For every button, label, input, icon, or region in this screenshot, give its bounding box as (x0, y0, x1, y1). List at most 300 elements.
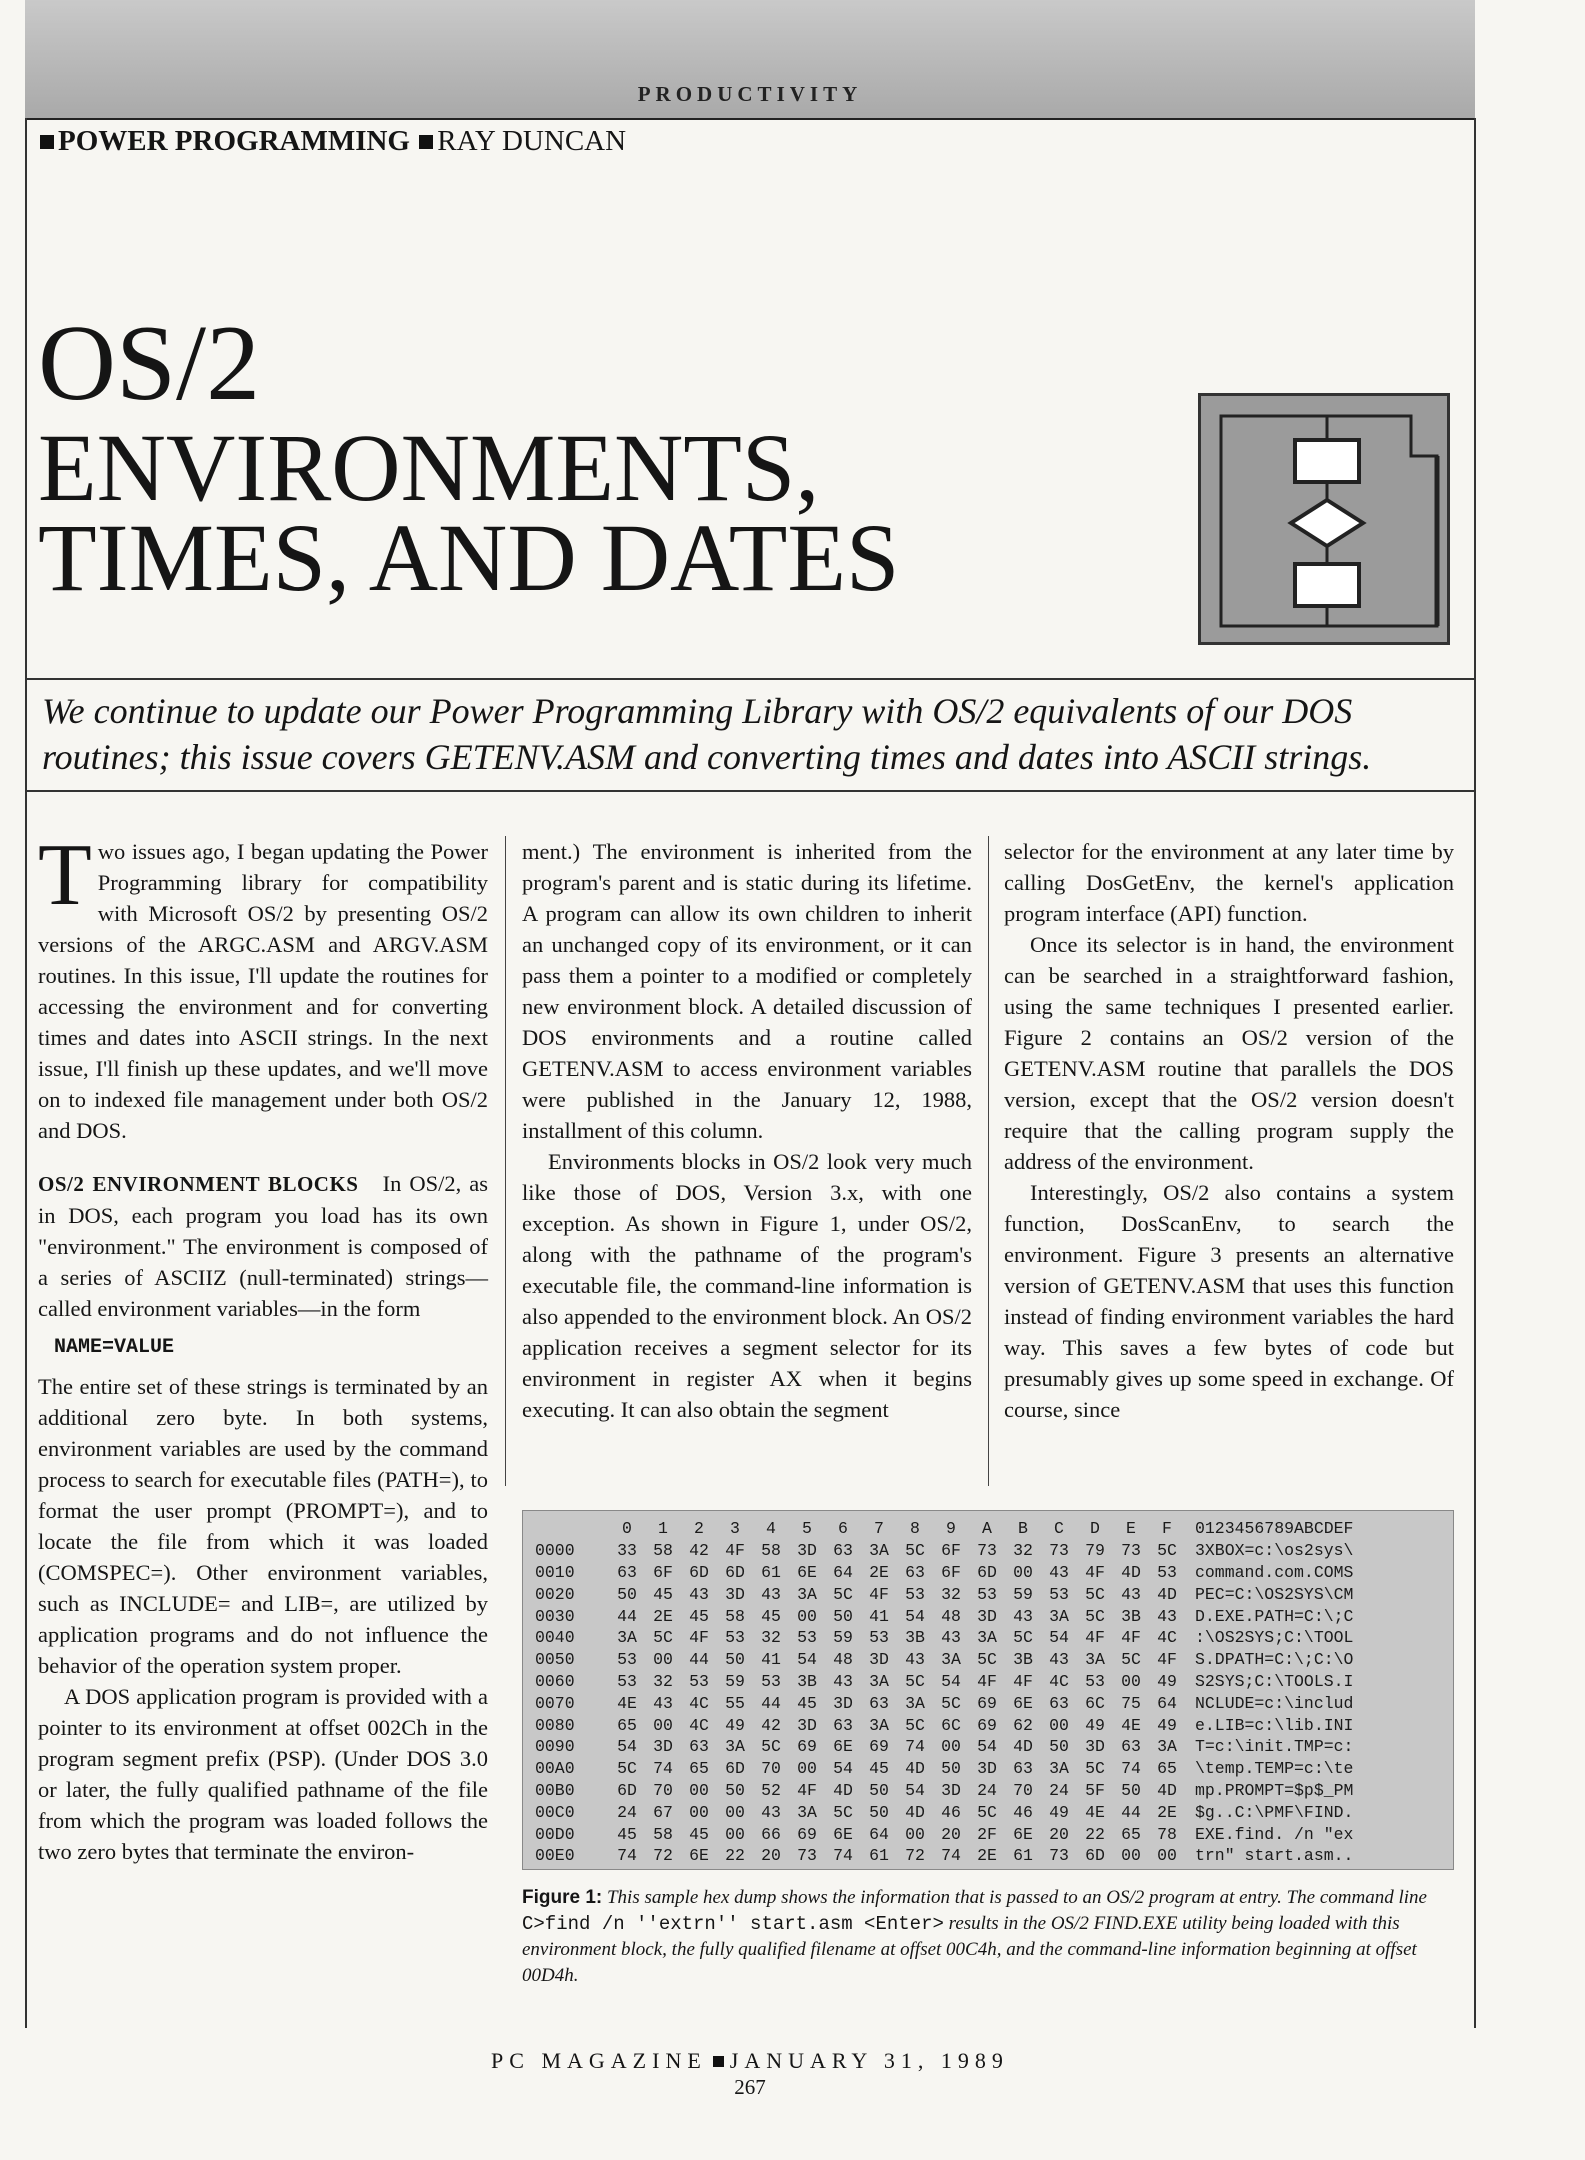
column-name: POWER PROGRAMMING (58, 125, 410, 157)
hex-byte: 63 (1013, 1759, 1033, 1779)
hex-byte: 4C (1049, 1671, 1069, 1691)
hex-byte: 63 (833, 1715, 853, 1735)
hex-byte: 63 (905, 1562, 925, 1582)
hex-offset: 00B0 (535, 1780, 575, 1800)
hex-byte: 53 (977, 1584, 997, 1604)
hex-column-header: D (1090, 1519, 1100, 1539)
hex-byte: 50 (1121, 1780, 1141, 1800)
hex-byte: 48 (833, 1650, 853, 1670)
hex-byte: 00 (797, 1606, 817, 1626)
hex-byte: 6E (1013, 1824, 1033, 1844)
hex-byte: 3D (977, 1759, 997, 1779)
hex-byte: 4C (689, 1693, 709, 1713)
hex-byte: 65 (617, 1715, 637, 1735)
hex-column-header: 0 (622, 1519, 632, 1539)
hex-byte: 5C (1013, 1628, 1033, 1648)
article-title (38, 304, 900, 611)
hex-byte: 6E (797, 1562, 817, 1582)
hex-byte: 54 (905, 1780, 925, 1800)
hex-byte: 75 (1121, 1693, 1141, 1713)
hex-byte: 4E (617, 1693, 637, 1713)
hex-byte: 54 (617, 1737, 637, 1757)
hex-byte: 00 (941, 1737, 961, 1757)
hex-byte: 5C (977, 1650, 997, 1670)
hex-byte: 43 (833, 1671, 853, 1691)
hex-byte: 74 (941, 1846, 961, 1866)
hex-byte: 3A (1085, 1650, 1105, 1670)
hex-header-corner (535, 1518, 609, 1540)
hex-byte: 53 (725, 1628, 745, 1648)
hex-ascii: 3XBOX=c:\os2sys\ (1195, 1541, 1354, 1561)
hex-column-header: C (1054, 1519, 1064, 1539)
hex-byte: 3A (869, 1715, 889, 1735)
hex-column-header: 8 (910, 1519, 920, 1539)
hex-byte: 53 (869, 1628, 889, 1648)
hex-byte: 00 (797, 1759, 817, 1779)
hex-byte: 50 (725, 1650, 745, 1670)
hex-byte: 4F (1085, 1562, 1105, 1582)
hex-byte: 22 (1085, 1824, 1105, 1844)
hex-byte: 43 (653, 1693, 673, 1713)
hex-byte: 61 (761, 1562, 781, 1582)
hex-byte: 59 (1013, 1584, 1033, 1604)
hex-byte: 20 (941, 1824, 961, 1844)
hex-byte: 58 (725, 1606, 745, 1626)
hex-column-header: B (1018, 1519, 1028, 1539)
hex-byte: 65 (1157, 1759, 1177, 1779)
hex-byte: 6F (941, 1562, 961, 1582)
hex-byte: 6F (653, 1562, 673, 1582)
hex-dump-table (535, 1518, 1353, 1867)
hex-offset: 0090 (535, 1737, 575, 1757)
hex-column-header: 2 (694, 1519, 704, 1539)
article-deck: We continue to update our Power Programming Library with OS/2 equivalents of our DOS routines; this issue covers GETENV.ASM and converting times and dates into ASCII strings. (42, 691, 1372, 777)
hex-byte: 74 (1121, 1759, 1141, 1779)
hex-byte: 24 (1049, 1780, 1069, 1800)
hex-ascii: trn" start.asm.. (1195, 1846, 1354, 1866)
caption-text: This sample hex dump shows the information that is passed to an OS/2 program at entry. The command line (606, 1887, 1427, 1908)
hex-byte: 45 (653, 1584, 673, 1604)
hex-byte: 00 (653, 1715, 673, 1735)
hex-byte: 73 (797, 1846, 817, 1866)
hex-byte: 3A (617, 1628, 637, 1648)
paragraph-text: In OS/2, as in DOS, each program you load has its own "environment." The environment is composed of a series of ASCIIZ (null-terminated) strings—called environment variables—in the form (38, 1171, 489, 1321)
hex-byte: 49 (1085, 1715, 1105, 1735)
hex-byte: 54 (797, 1650, 817, 1670)
hex-byte: 42 (761, 1715, 781, 1735)
hex-byte: 6D (725, 1562, 745, 1582)
hex-row (535, 1780, 1353, 1802)
hex-offset: 0020 (535, 1584, 575, 1604)
hex-byte: 59 (725, 1671, 745, 1691)
hex-column-header: 5 (802, 1519, 812, 1539)
column-divider (505, 836, 506, 1486)
hex-byte: 4F (725, 1541, 745, 1561)
hex-header-row (535, 1518, 1353, 1540)
hex-byte: 58 (653, 1824, 673, 1844)
hex-byte: 50 (941, 1759, 961, 1779)
hex-byte: 74 (833, 1846, 853, 1866)
hex-byte: 43 (905, 1650, 925, 1670)
hex-byte: 6C (1085, 1693, 1105, 1713)
hex-offset: 00E0 (535, 1846, 575, 1866)
square-bullet-icon (713, 2056, 724, 2067)
hex-byte: 3A (797, 1584, 817, 1604)
hex-column-header: F (1162, 1519, 1172, 1539)
hex-byte: 69 (977, 1693, 997, 1713)
hex-byte: 72 (653, 1846, 673, 1866)
column-divider (988, 836, 989, 1486)
hex-byte: 4D (833, 1780, 853, 1800)
hex-offset: 0030 (535, 1606, 575, 1626)
hex-byte: 3A (725, 1737, 745, 1757)
hex-byte: 45 (797, 1693, 817, 1713)
hex-byte: 00 (689, 1802, 709, 1822)
hex-byte: 54 (977, 1737, 997, 1757)
hex-row (535, 1845, 1353, 1867)
hex-byte: 70 (761, 1759, 781, 1779)
hex-byte: 4F (1157, 1650, 1177, 1670)
hex-byte: 73 (977, 1541, 997, 1561)
hex-byte: 3B (905, 1628, 925, 1648)
hex-row (535, 1758, 1353, 1780)
hex-offset: 00A0 (535, 1759, 575, 1779)
hex-offset: 0080 (535, 1715, 575, 1735)
paragraph: selector for the environment at any later time by calling DosGetEnv, the kernel's application program interface (API) function. (1004, 839, 1454, 926)
hex-byte: 66 (761, 1824, 781, 1844)
hex-ascii: NCLUDE=c:\includ (1195, 1693, 1354, 1713)
hex-row (535, 1823, 1353, 1845)
paragraph (38, 1168, 488, 1324)
hex-byte: 2F (977, 1824, 997, 1844)
hex-byte: 49 (1157, 1671, 1177, 1691)
hex-byte: 73 (1049, 1541, 1069, 1561)
hex-byte: 5C (905, 1671, 925, 1691)
hex-byte: 00 (1013, 1562, 1033, 1582)
hex-byte: 64 (869, 1824, 889, 1844)
hex-row (535, 1671, 1353, 1693)
hex-ascii: EXE.find. /n "ex (1195, 1824, 1354, 1844)
hex-byte: 73 (1121, 1541, 1141, 1561)
footer-date: JANUARY 31, 1989 (729, 2048, 1009, 2073)
paragraph (38, 827, 488, 1146)
hex-byte: 69 (797, 1737, 817, 1757)
hex-byte: 22 (725, 1846, 745, 1866)
hex-byte: 6E (1013, 1693, 1033, 1713)
hex-row (535, 1736, 1353, 1758)
hex-byte: 6D (1085, 1846, 1105, 1866)
caption-label: Figure 1: (522, 1887, 603, 1908)
hex-byte: 3A (977, 1628, 997, 1648)
page-number: 267 (734, 2075, 766, 2099)
hex-byte: 42 (689, 1541, 709, 1561)
hex-byte: 3D (941, 1780, 961, 1800)
hex-byte: 6D (977, 1562, 997, 1582)
hex-byte: 45 (689, 1606, 709, 1626)
hex-byte: 00 (1121, 1671, 1141, 1691)
hex-byte: 63 (1049, 1693, 1069, 1713)
footer-folio (0, 2048, 1500, 2074)
hex-byte: 5C (833, 1802, 853, 1822)
hex-byte: 50 (617, 1584, 637, 1604)
paragraph-text: wo issues ago, I began updating the Power Programming library for compatibility with Microsoft OS/2 by presenting OS/2 versions of the ARGC.ASM and ARGV.ASM routines. In this issue, I'll update the routines for accessing the environment and for converting times and dates into ASCII strings. In the next issue, I'll finish up these updates, and we'll move on to indexed file management under both OS/2 and DOS. (38, 839, 488, 1143)
hex-byte: 4D (1121, 1562, 1141, 1582)
hex-byte: 4D (1157, 1780, 1177, 1800)
hex-byte: 41 (761, 1650, 781, 1670)
hex-byte: 43 (761, 1584, 781, 1604)
hex-byte: 54 (1049, 1628, 1069, 1648)
hex-byte: 64 (833, 1562, 853, 1582)
hex-byte: 3A (869, 1671, 889, 1691)
hex-ascii: $g..C:\PMF\FIND. (1195, 1802, 1354, 1822)
hex-byte: 58 (761, 1541, 781, 1561)
left-rule (25, 118, 27, 2028)
hex-byte: 5C (1085, 1584, 1105, 1604)
hex-byte: 3D (653, 1737, 673, 1757)
hex-byte: 53 (1049, 1584, 1069, 1604)
caption-text: results in the OS/2 FIND.EXE utility being loaded with this environment block, the fully qualified filename at offset 00C4h, and the command-line information beginning at offset 00D4h. (522, 1913, 1417, 1986)
hex-byte: 63 (869, 1693, 889, 1713)
hex-byte: 44 (1121, 1802, 1141, 1822)
hex-byte: 3A (1157, 1737, 1177, 1757)
hex-byte: 69 (797, 1824, 817, 1844)
hex-byte: 33 (617, 1541, 637, 1561)
right-rule (1474, 118, 1476, 2028)
hex-ascii: command.com.COMS (1195, 1562, 1354, 1582)
hex-byte: 69 (977, 1715, 997, 1735)
column-byline (38, 125, 626, 158)
hex-byte: 45 (689, 1824, 709, 1844)
hex-byte: 24 (617, 1802, 637, 1822)
hex-byte: 3A (869, 1541, 889, 1561)
hex-byte: 5C (1085, 1759, 1105, 1779)
hex-byte: 67 (653, 1802, 673, 1822)
hex-column-header: E (1126, 1519, 1136, 1539)
hex-byte: 78 (1157, 1824, 1177, 1844)
paragraph: A DOS application program is provided with a pointer to its environment at offset 002Ch in the program segment prefix (PSP). (Under DOS 3.0 or later, the fully qualified pathname of the file from which the program was loaded follows the two zero bytes that terminate the environ- (38, 1684, 488, 1864)
top-rule (25, 118, 1475, 120)
hex-ascii: e.LIB=c:\lib.INI (1195, 1715, 1354, 1735)
hex-offset: 0060 (535, 1671, 575, 1691)
hex-byte: 5C (653, 1628, 673, 1648)
hex-byte: 44 (761, 1693, 781, 1713)
hex-byte: 63 (833, 1541, 853, 1561)
body-column-2 (522, 836, 972, 1425)
hex-byte: 5C (1121, 1650, 1141, 1670)
hex-byte: 43 (689, 1584, 709, 1604)
hex-byte: 4F (797, 1780, 817, 1800)
hex-byte: 5C (1157, 1541, 1177, 1561)
hex-byte: 2E (977, 1846, 997, 1866)
hex-byte: 4D (1013, 1737, 1033, 1757)
hex-byte: 53 (1157, 1562, 1177, 1582)
hex-byte: 63 (617, 1562, 637, 1582)
hex-byte: 65 (1121, 1824, 1141, 1844)
hex-byte: 74 (653, 1759, 673, 1779)
hex-offset: 00D0 (535, 1824, 575, 1844)
hex-byte: 53 (689, 1671, 709, 1691)
hex-byte: 3D (977, 1606, 997, 1626)
hex-row (535, 1801, 1353, 1823)
hex-byte: 2E (869, 1562, 889, 1582)
body-column-1 (38, 827, 489, 1867)
hex-byte: 00 (725, 1824, 745, 1844)
hex-offset: 0000 (535, 1541, 575, 1561)
hex-byte: 6F (941, 1541, 961, 1561)
hex-byte: 63 (689, 1737, 709, 1757)
hex-byte: 45 (617, 1824, 637, 1844)
hex-byte: 5C (905, 1715, 925, 1735)
hex-byte: 3D (1085, 1737, 1105, 1757)
paragraph: Once its selector is in hand, the environment can be searched in a straightforward fashion, using the same techniques I presented earlier. Figure 2 contains an OS/2 version of the GETENV.ASM routine that parallels the DOS version, except that the OS/2 version doesn't require that the calling program supply the address of the environment. (1004, 932, 1454, 1174)
hex-ascii: D.EXE.PATH=C:\;C (1195, 1606, 1354, 1626)
hex-byte: 58 (653, 1541, 673, 1561)
hex-byte: 53 (617, 1650, 637, 1670)
hex-byte: 4F (977, 1671, 997, 1691)
hex-byte: 73 (1049, 1846, 1069, 1866)
hex-byte: 32 (761, 1628, 781, 1648)
hex-byte: 45 (761, 1606, 781, 1626)
hex-byte: 79 (1085, 1541, 1105, 1561)
hex-byte: 3A (905, 1693, 925, 1713)
hex-byte: 54 (833, 1759, 853, 1779)
hex-byte: 65 (689, 1759, 709, 1779)
hex-byte: 00 (905, 1824, 925, 1844)
hex-byte: 50 (833, 1606, 853, 1626)
hex-byte: 43 (1121, 1584, 1141, 1604)
hex-offset: 0050 (535, 1650, 575, 1670)
hex-byte: 72 (905, 1846, 925, 1866)
hex-byte: 74 (905, 1737, 925, 1757)
hex-byte: 5C (941, 1693, 961, 1713)
subtitle-rule (25, 790, 1475, 792)
hex-row (535, 1605, 1353, 1627)
hex-byte: 49 (1157, 1715, 1177, 1735)
hex-byte: 50 (1049, 1737, 1069, 1757)
hex-byte: 43 (761, 1802, 781, 1822)
hex-byte: 49 (1049, 1802, 1069, 1822)
hex-offset: 0070 (535, 1693, 575, 1713)
hex-offset: 0010 (535, 1562, 575, 1582)
hex-byte: 55 (725, 1693, 745, 1713)
hex-byte: 50 (869, 1780, 889, 1800)
hex-byte: 43 (1049, 1650, 1069, 1670)
subtitle-top-rule (25, 678, 1475, 680)
section-label: PRODUCTIVITY (637, 82, 863, 106)
hex-byte: 4F (1013, 1671, 1033, 1691)
hex-byte: 6D (689, 1562, 709, 1582)
hex-offset: 0040 (535, 1628, 575, 1648)
hex-byte: 00 (1121, 1846, 1141, 1866)
footer-magazine: PC MAGAZINE (491, 2048, 707, 2073)
figure-caption (522, 1885, 1457, 1989)
hex-byte: 00 (725, 1802, 745, 1822)
hex-byte: 61 (869, 1846, 889, 1866)
hex-ascii: mp.PROMPT=$p$_PM (1195, 1780, 1354, 1800)
title-line-2: ENVIRONMENTS, (38, 414, 820, 521)
hex-byte: 5C (905, 1541, 925, 1561)
title-line-3: TIMES, AND DATES (38, 504, 900, 611)
hex-byte: 4D (1157, 1584, 1177, 1604)
hex-byte: 70 (653, 1780, 673, 1800)
hex-column-header: 4 (766, 1519, 776, 1539)
hex-byte: 3B (797, 1671, 817, 1691)
square-bullet-icon (40, 135, 54, 149)
hex-byte: 54 (905, 1606, 925, 1626)
hex-byte: 6D (725, 1759, 745, 1779)
hex-byte: 3A (1049, 1759, 1069, 1779)
hex-byte: 4F (689, 1628, 709, 1648)
hex-byte: 00 (653, 1650, 673, 1670)
title-line-1: OS/2 (38, 304, 261, 423)
hex-byte: 53 (761, 1671, 781, 1691)
hex-column-header: 3 (730, 1519, 740, 1539)
hex-byte: 32 (1013, 1541, 1033, 1561)
hex-byte: 00 (1049, 1715, 1069, 1735)
hex-byte: 52 (761, 1780, 781, 1800)
hex-byte: 6D (617, 1780, 637, 1800)
hex-column-header: A (982, 1519, 992, 1539)
hex-byte: 3D (797, 1715, 817, 1735)
hex-byte: 49 (725, 1715, 745, 1735)
hex-byte: 43 (1157, 1606, 1177, 1626)
hex-byte: 59 (833, 1628, 853, 1648)
body-column-3 (1004, 836, 1454, 1425)
hex-byte: 4F (869, 1584, 889, 1604)
code-sample: NAME=VALUE (54, 1336, 175, 1359)
hex-byte: 6E (689, 1846, 709, 1866)
square-bullet-icon (419, 135, 433, 149)
ascii-column-header: 0123456789ABCDEF (1195, 1519, 1354, 1539)
hex-byte: 53 (617, 1671, 637, 1691)
hex-row (535, 1714, 1353, 1736)
hex-byte: 3D (725, 1584, 745, 1604)
hex-column-header: 6 (838, 1519, 848, 1539)
hex-byte: 62 (1013, 1715, 1033, 1735)
hex-byte: 74 (617, 1846, 637, 1866)
hex-column-header: 1 (658, 1519, 668, 1539)
hex-byte: 4D (905, 1759, 925, 1779)
author-name: RAY DUNCAN (437, 125, 627, 157)
hex-byte: 5C (833, 1584, 853, 1604)
hex-byte: 3B (1013, 1650, 1033, 1670)
hex-byte: 4F (1121, 1628, 1141, 1648)
paragraph: The entire set of these strings is terminated by an additional zero byte. In both systems, environment variables are used by the command process to search for executable files (PATH=), to format the user prompt (PROMPT=), and to locate the file from which it was loaded (COMSPEC=). Other environment variables, such as INCLUDE= and LIB=, are utilized by application programs and do not influence the behavior of the operation system proper. (38, 1374, 488, 1678)
hex-byte: 5C (1085, 1606, 1105, 1626)
hex-column-header: 9 (946, 1519, 956, 1539)
hex-byte: 5C (617, 1759, 637, 1779)
hex-byte: 5F (1085, 1780, 1105, 1800)
hex-byte: 3D (869, 1650, 889, 1670)
hex-byte: 63 (1121, 1737, 1141, 1757)
hex-byte: 50 (725, 1780, 745, 1800)
hex-byte: 4D (905, 1802, 925, 1822)
paragraph: Interestingly, OS/2 also contains a system function, DosScanEnv, to search the environment. Figure 3 presents an alternative version of GETENV.ASM that uses this function instead of finding environment variables the hard way. This saves a few bytes of code but presumably gives up some speed in exchange. Of course, since (1004, 1180, 1454, 1422)
hex-row (535, 1649, 1353, 1671)
hex-byte: 6E (833, 1824, 853, 1844)
hex-row (535, 1562, 1353, 1584)
hex-byte: 32 (653, 1671, 673, 1691)
hex-row (535, 1583, 1353, 1605)
hex-byte: 20 (1049, 1824, 1069, 1844)
hex-byte: 32 (941, 1584, 961, 1604)
hex-byte: 43 (941, 1628, 961, 1648)
hex-byte: 46 (941, 1802, 961, 1822)
hex-ascii: :\OS2SYS;C:\TOOL (1195, 1628, 1354, 1648)
hex-byte: 53 (797, 1628, 817, 1648)
hex-row (535, 1627, 1353, 1649)
hex-byte: 4E (1085, 1802, 1105, 1822)
